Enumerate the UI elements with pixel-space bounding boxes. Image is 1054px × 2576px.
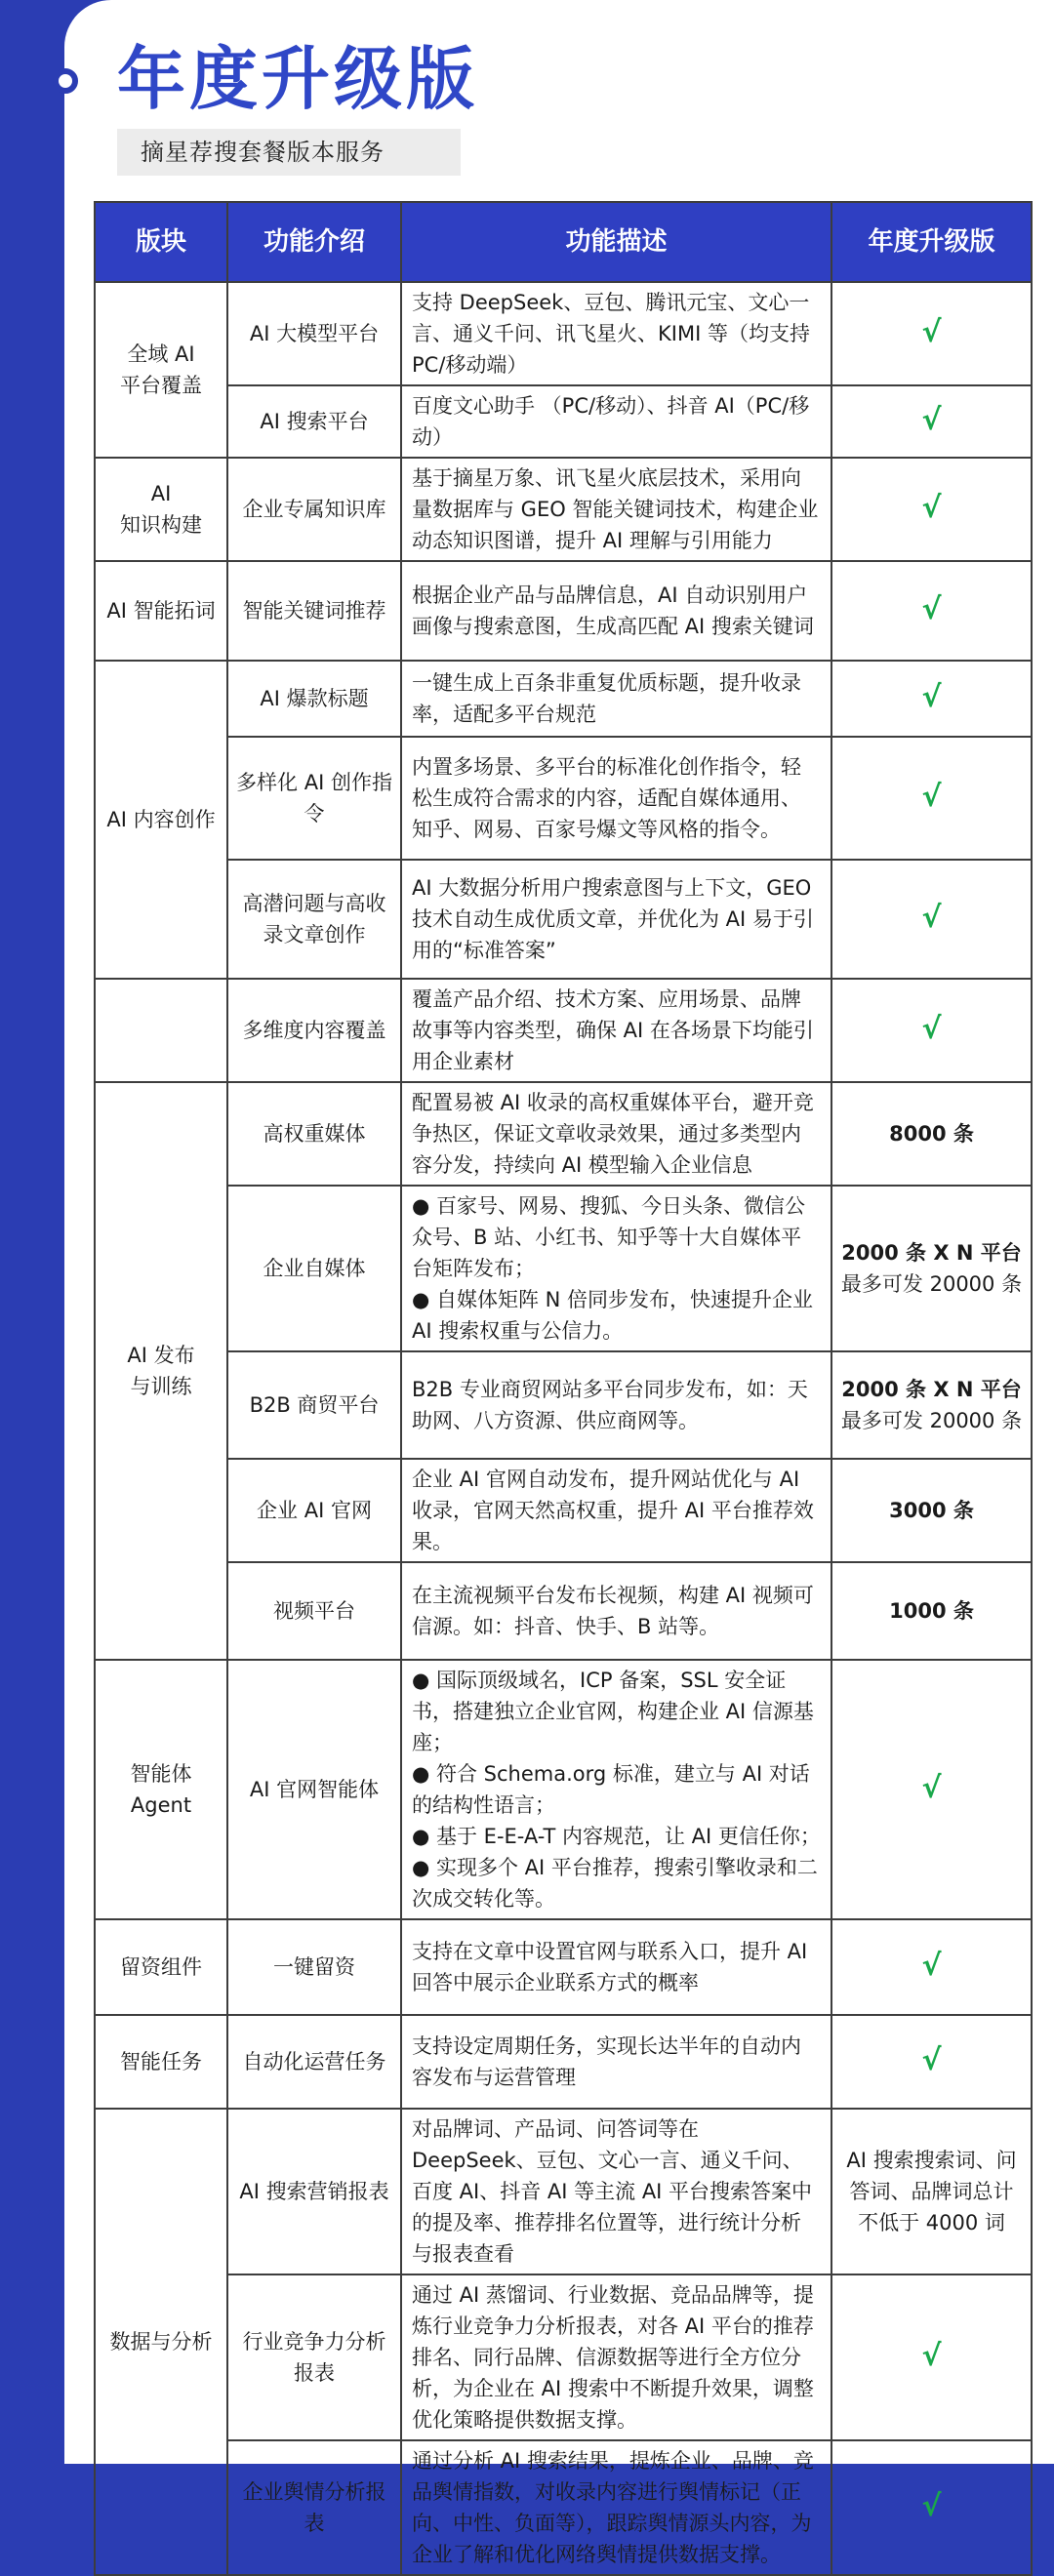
description-cell: 支持设定周期任务，实现长达半年的自动内容发布与运营管理: [401, 2015, 831, 2109]
category-cell-empty: [95, 979, 227, 1082]
bullet-line: ● 基于 E-E-A-T 内容规范，让 AI 更信任你；: [412, 1825, 821, 1848]
feature-cell: 企业专属知识库: [227, 458, 401, 561]
check-icon: √: [921, 2043, 942, 2077]
description-cell: 企业 AI 官网自动发布，提升网站优化与 AI 收录，官网天然高权重，提升 AI 平台推荐效果。: [401, 1459, 831, 1562]
description-cell: 一键生成上百条非重复优质标题，提升收录率，适配多平台规范: [401, 661, 831, 737]
description-cell: B2B 专业商贸网站多平台同步发布，如：天助网、八方资源、供应商网等。: [401, 1351, 831, 1459]
value-primary: 2000 条 X N 平台: [841, 1378, 1022, 1401]
value-cell: [831, 2015, 1032, 2109]
check-icon: √: [921, 2339, 942, 2373]
feature-cell: AI 搜索营销报表: [227, 2109, 401, 2274]
feature-cell: AI 大模型平台: [227, 282, 401, 385]
table-row: [95, 458, 1032, 561]
table-row: [95, 2109, 1032, 2274]
table-row: [95, 282, 1032, 385]
value-primary: 2000 条 X N 平台: [841, 1241, 1022, 1265]
table-row: [95, 1186, 1032, 1351]
table-row: [95, 661, 1032, 737]
bullet-line: ● 自媒体矩阵 N 倍同步发布，快速提升企业 AI 搜索权重与公信力。: [412, 1288, 814, 1343]
value-cell: AI 搜索搜索词、问答词、品牌词总计不低于 4000 词: [831, 2109, 1032, 2274]
table-row: [95, 1919, 1032, 2015]
feature-cell: 多维度内容覆盖: [227, 979, 401, 1082]
table-row: [95, 1562, 1032, 1660]
value-cell: [831, 1919, 1032, 2015]
check-icon: √: [921, 780, 942, 814]
value-cell: [831, 1660, 1032, 1919]
category-cell: 智能任务: [95, 2015, 227, 2109]
description-cell: [401, 1660, 831, 1919]
table-row: [95, 979, 1032, 1082]
feature-cell: AI 爆款标题: [227, 661, 401, 737]
feature-table: [94, 201, 1033, 2576]
category-cell: 数据与分析: [95, 2109, 227, 2575]
value-cell: [831, 737, 1032, 860]
value-secondary: 最多可发 20000 条: [840, 1272, 1023, 1296]
value-cell: 1000 条: [831, 1562, 1032, 1660]
category-cell: AI 发布 与训练: [95, 1082, 227, 1660]
description-cell: 基于摘星万象、讯飞星火底层技术，采用向量数据库与 GEO 智能关键词技术，构建企业动态知识图谱，提升 AI 理解与引用能力: [401, 458, 831, 561]
value-cell: [831, 282, 1032, 385]
check-icon: √: [921, 1012, 942, 1046]
description-cell: 根据企业产品与品牌信息，AI 自动识别用户画像与搜索意图，生成高匹配 AI 搜索关键词: [401, 561, 831, 661]
value-cell: [831, 979, 1032, 1082]
check-icon: √: [921, 592, 942, 626]
table-row: [95, 737, 1032, 860]
category-cell: 全域 AI 平台覆盖: [95, 282, 227, 458]
feature-cell: AI 搜索平台: [227, 385, 401, 458]
value-cell: [831, 2440, 1032, 2575]
value-secondary: 最多可发 20000 条: [840, 1409, 1023, 1432]
table-row: [95, 2274, 1032, 2440]
description-cell: 通过分析 AI 搜索结果，提炼企业、品牌、竞品舆情指数，对收录内容进行舆情标记（正向、中性、负面等），跟踪舆情源头内容，为企业了解和优化网络舆情提供数据支撑。: [401, 2440, 831, 2575]
value-cell: [831, 2274, 1032, 2440]
page-subtitle: 摘星荐搜套餐版本服务: [117, 129, 461, 176]
check-icon: √: [921, 680, 942, 714]
table-row: [95, 2015, 1032, 2109]
check-icon: √: [921, 491, 942, 525]
page-title: 年度升级版: [117, 39, 478, 119]
check-icon: √: [921, 315, 942, 349]
feature-cell: 多样化 AI 创作指令: [227, 737, 401, 860]
description-cell: 百度文心助手 （PC/移动）、抖音 AI（PC/移动）: [401, 385, 831, 458]
feature-cell: 企业自媒体: [227, 1186, 401, 1351]
table-row: [95, 1082, 1032, 1186]
check-icon: √: [921, 1949, 942, 1983]
feature-cell: 视频平台: [227, 1562, 401, 1660]
feature-cell: 自动化运营任务: [227, 2015, 401, 2109]
feature-cell: 行业竞争力分析报表: [227, 2274, 401, 2440]
column-header-section: 版块: [95, 202, 227, 282]
check-icon: √: [921, 2489, 942, 2523]
table-row: [95, 1660, 1032, 1919]
table-row: [95, 1459, 1032, 1562]
check-icon: √: [921, 1771, 942, 1805]
column-header-plan: 年度升级版: [831, 202, 1032, 282]
feature-cell: 高潜问题与高收录文章创作: [227, 860, 401, 979]
category-cell: 留资组件: [95, 1919, 227, 2015]
description-cell: 对品牌词、产品词、问答词等在 DeepSeek、豆包、文心一言、通义千问、百度 AI、抖音 AI 等主流 AI 平台搜索答案中的提及率、推荐排名位置等，进行统计分析与报表查看: [401, 2109, 831, 2274]
value-cell: [831, 385, 1032, 458]
description-cell: 通过 AI 蒸馏词、行业数据、竞品品牌等，提炼行业竞争力分析报表，对各 AI 平台的推荐排名、同行品牌、信源数据等进行全方位分析，为企业在 AI 搜索中不断提升效果，调整优化策略提供数据支撑。: [401, 2274, 831, 2440]
value-cell: 3000 条: [831, 1459, 1032, 1562]
description-cell: 配置易被 AI 收录的高权重媒体平台，避开竞争热区，保证文章收录效果，通过多类型内容分发，持续向 AI 模型输入企业信息: [401, 1082, 831, 1186]
category-cell: 智能体 Agent: [95, 1660, 227, 1919]
feature-cell: 企业舆情分析报表: [227, 2440, 401, 2575]
feature-cell: AI 官网智能体: [227, 1660, 401, 1919]
value-cell: [831, 1351, 1032, 1459]
bullet-line: ● 国际顶级域名，ICP 备案，SSL 安全证书，搭建独立企业官网，构建企业 AI 信源基座；: [412, 1669, 814, 1754]
description-cell: 支持在文章中设置官网与联系入口，提升 AI 回答中展示企业联系方式的概率: [401, 1919, 831, 2015]
description-cell: 覆盖产品介绍、技术方案、应用场景、品牌故事等内容类型，确保 AI 在各场景下均能引用企业素材: [401, 979, 831, 1082]
category-cell: AI 知识构建: [95, 458, 227, 561]
category-cell: AI 智能拓词: [95, 561, 227, 661]
value-cell: [831, 561, 1032, 661]
value-cell: [831, 860, 1032, 979]
description-cell: 支持 DeepSeek、豆包、腾讯元宝、文心一言、通义千问、讯飞星火、KIMI 等（均支持 PC/移动端）: [401, 282, 831, 385]
description-cell: 内置多场景、多平台的标准化创作指令，轻松生成符合需求的内容，适配自媒体通用、知乎、网易、百家号爆文等风格的指令。: [401, 737, 831, 860]
description-cell: [401, 1186, 831, 1351]
table-row: [95, 561, 1032, 661]
bullet-dot-icon: [53, 68, 78, 94]
check-icon: √: [921, 901, 942, 935]
feature-cell: 高权重媒体: [227, 1082, 401, 1186]
value-cell: [831, 661, 1032, 737]
table-row: [95, 385, 1032, 458]
feature-cell: 智能关键词推荐: [227, 561, 401, 661]
value-cell: 8000 条: [831, 1082, 1032, 1186]
table-row: [95, 1351, 1032, 1459]
value-cell: [831, 458, 1032, 561]
bullet-line: ● 百家号、网易、搜狐、今日头条、微信公众号、B 站、小红书、知乎等十大自媒体平台矩阵发布；: [412, 1194, 805, 1280]
feature-cell: B2B 商贸平台: [227, 1351, 401, 1459]
column-header-description: 功能描述: [401, 202, 831, 282]
table-row: [95, 2440, 1032, 2575]
feature-cell: 企业 AI 官网: [227, 1459, 401, 1562]
description-cell: AI 大数据分析用户搜索意图与上下文，GEO 技术自动生成优质文章，并优化为 AI 易于引用的“标准答案”: [401, 860, 831, 979]
table-header-row: [95, 202, 1032, 282]
description-cell: 在主流视频平台发布长视频，构建 AI 视频可信源。如：抖音、快手、B 站等。: [401, 1562, 831, 1660]
bullet-line: ● 符合 Schema.org 标准，建立与 AI 对话的结构性语言；: [412, 1762, 810, 1817]
value-cell: [831, 1186, 1032, 1351]
check-icon: √: [921, 403, 942, 437]
feature-cell: 一键留资: [227, 1919, 401, 2015]
column-header-feature: 功能介绍: [227, 202, 401, 282]
table-row: [95, 860, 1032, 979]
bullet-line: ● 实现多个 AI 平台推荐，搜索引擎收录和二次成交转化等。: [412, 1856, 818, 1911]
category-cell: AI 内容创作: [95, 661, 227, 979]
